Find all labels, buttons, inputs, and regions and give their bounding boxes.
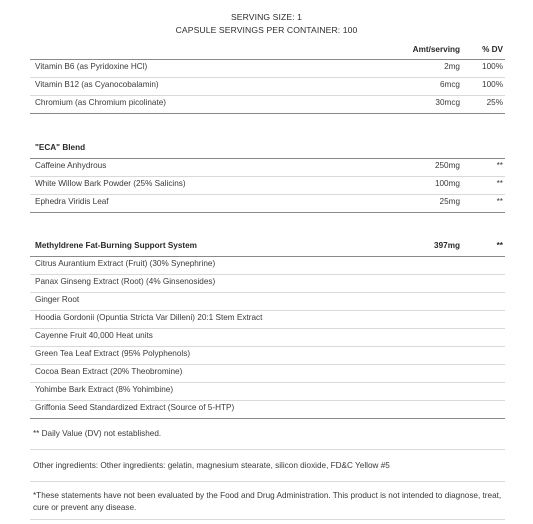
table-row: Caffeine Anhydrous 250mg ** bbox=[35, 161, 503, 170]
list-item: Citrus Aurantium Extract (Fruit) (30% Synephrine) bbox=[35, 259, 216, 268]
divider bbox=[30, 519, 505, 520]
table-row: Vitamin B6 (as Pyridoxine HCl) 2mg 100% bbox=[35, 62, 503, 71]
column-header-row bbox=[30, 42, 505, 59]
other-ingredients: Other ingredients: Other ingredients: gelatin, magnesium stearate, silicon dioxide, FD&C Yellow #5 bbox=[33, 461, 390, 470]
table-row: Vitamin B12 (as Cyanocobalamin) 6mcg 100% bbox=[35, 80, 503, 89]
list-item: Ginger Root bbox=[35, 295, 80, 304]
divider bbox=[30, 449, 505, 450]
list-item: Yohimbe Bark Extract (8% Yohimbine) bbox=[35, 385, 174, 394]
fda-disclaimer: *These statements have not been evaluated by the Food and Drug Administration. This product is not intended to diagnose, treat, cure or prevent any disease. bbox=[33, 491, 502, 512]
table-row: White Willow Bark Powder (25% Salicins) 100mg ** bbox=[35, 179, 503, 188]
divider bbox=[30, 212, 505, 213]
servings-per-container: CAPSULE SERVINGS PER CONTAINER: 100 bbox=[175, 25, 358, 35]
divider bbox=[30, 418, 505, 419]
blend-header-row bbox=[30, 140, 505, 157]
table-row: Chromium (as Chromium picolinate) 30mcg 25% bbox=[35, 98, 503, 107]
fat-burning-system-amount: 397mg bbox=[434, 241, 460, 250]
list-item: Green Tea Leaf Extract (95% Polyphenols) bbox=[35, 349, 191, 358]
list-item: Griffonia Seed Standardized Extract (Source of 5-HTP) bbox=[35, 403, 235, 412]
daily-value-footnote: ** Daily Value (DV) not established. bbox=[33, 429, 162, 438]
fat-burning-system-dv: ** bbox=[496, 241, 503, 250]
divider bbox=[30, 481, 505, 482]
blend-header-row bbox=[30, 238, 505, 255]
daily-value-header: % DV bbox=[482, 45, 503, 54]
list-item: Panax Ginseng Extract (Root) (4% Ginsenosides) bbox=[35, 277, 216, 286]
list-item: Cayenne Fruit 40,000 Heat units bbox=[35, 331, 153, 340]
amt-per-serving-header: Amt/serving bbox=[412, 45, 460, 54]
list-item: Hoodia Gordonii (Opuntia Stricta Var Dilleni) 20:1 Stem Extract bbox=[35, 313, 263, 322]
divider bbox=[30, 113, 505, 114]
table-row: Ephedra Viridis Leaf 25mg ** bbox=[35, 197, 503, 206]
eca-blend-title: "ECA" Blend bbox=[35, 143, 86, 152]
list-item: Cocoa Bean Extract (20% Theobromine) bbox=[35, 367, 183, 376]
serving-size: SERVING SIZE: 1 bbox=[230, 12, 303, 22]
fat-burning-system-title: Methyldrene Fat-Burning Support System bbox=[35, 241, 197, 250]
